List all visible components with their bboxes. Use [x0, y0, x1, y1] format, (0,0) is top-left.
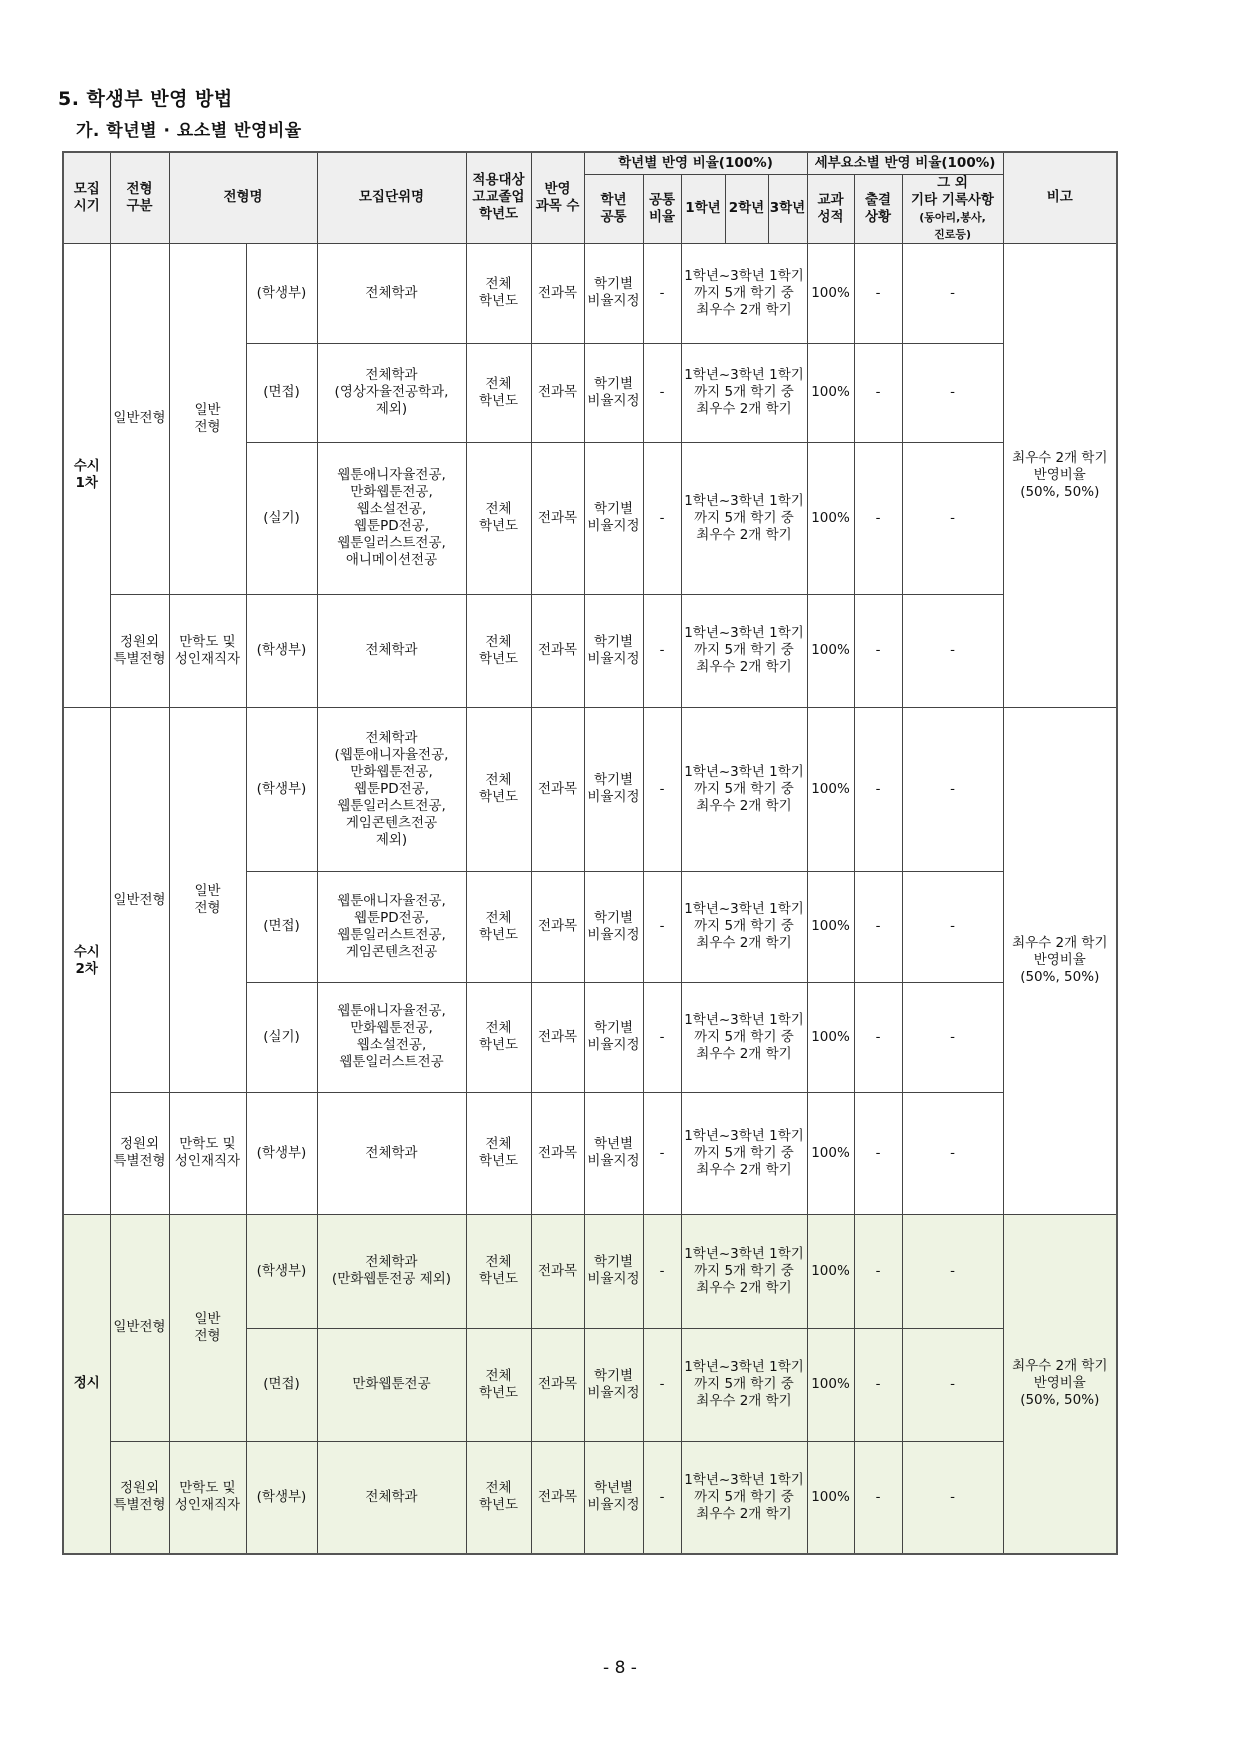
- unit-cell: 전체학과 (만화웹툰전공 제외): [317, 1214, 466, 1328]
- method-cell: (학생부): [246, 1092, 317, 1214]
- other-cell: -: [902, 343, 1003, 442]
- header-attendance: 출결 상황: [854, 174, 902, 243]
- subject-grade-cell: 100%: [807, 1214, 854, 1328]
- grade-common-cell: 학기별 비율지정: [584, 982, 643, 1092]
- unit-cell: 전체학과: [317, 1092, 466, 1214]
- common-ratio-cell: -: [643, 707, 681, 871]
- subject-grade-cell: 100%: [807, 707, 854, 871]
- subjects-cell: 전과목: [531, 707, 584, 871]
- header-year1: 1학년: [681, 174, 725, 243]
- header-unit: 모집단위명: [317, 152, 466, 243]
- target-cell: 전체 학년도: [466, 594, 531, 707]
- semester-rule-cell: 1학년~3학년 1학기 까지 5개 학기 중 최우수 2개 학기: [681, 1441, 807, 1554]
- unit-cell: 만화웹툰전공: [317, 1328, 466, 1441]
- table-row: [63, 243, 1117, 343]
- target-cell: 전체 학년도: [466, 1328, 531, 1441]
- header-note: 비고: [1003, 152, 1117, 243]
- header-type: 전형 구분: [110, 152, 169, 243]
- subject-grade-cell: 100%: [807, 1441, 854, 1554]
- other-cell: -: [902, 1441, 1003, 1554]
- method-cell: (학생부): [246, 1441, 317, 1554]
- grade-common-cell: 학기별 비율지정: [584, 594, 643, 707]
- other-cell: -: [902, 1328, 1003, 1441]
- subject-grade-cell: 100%: [807, 982, 854, 1092]
- subject-grade-cell: 100%: [807, 343, 854, 442]
- method-cell: (면접): [246, 1328, 317, 1441]
- unit-cell: 웹툰애니자율전공, 웹툰PD전공, 웹툰일러스트전공, 게임콘텐츠전공: [317, 871, 466, 982]
- subjects-cell: 전과목: [531, 442, 584, 594]
- common-ratio-cell: -: [643, 871, 681, 982]
- unit-cell: 웹툰애니자율전공, 만화웹툰전공, 웹소설전공, 웹툰일러스트전공: [317, 982, 466, 1092]
- subject-grade-cell: 100%: [807, 442, 854, 594]
- header-name: 전형명: [169, 152, 317, 243]
- common-ratio-cell: -: [643, 1092, 681, 1214]
- target-cell: 전체 학년도: [466, 1092, 531, 1214]
- semester-rule-cell: 1학년~3학년 1학기 까지 5개 학기 중 최우수 2개 학기: [681, 343, 807, 442]
- other-cell: -: [902, 982, 1003, 1092]
- target-cell: 전체 학년도: [466, 1441, 531, 1554]
- semester-rule-cell: 1학년~3학년 1학기 까지 5개 학기 중 최우수 2개 학기: [681, 594, 807, 707]
- semester-rule-cell: 1학년~3학년 1학기 까지 5개 학기 중 최우수 2개 학기: [681, 1092, 807, 1214]
- method-cell: (실기): [246, 442, 317, 594]
- common-ratio-cell: -: [643, 442, 681, 594]
- other-cell: -: [902, 1214, 1003, 1328]
- subject-grade-cell: 100%: [807, 243, 854, 343]
- name-cell: 만학도 및 성인재직자: [169, 594, 246, 707]
- header-common-ratio: 공통 비율: [643, 174, 681, 243]
- grade-common-cell: 학기별 비율지정: [584, 707, 643, 871]
- subjects-cell: 전과목: [531, 343, 584, 442]
- attendance-cell: -: [854, 343, 902, 442]
- semester-rule-cell: 1학년~3학년 1학기 까지 5개 학기 중 최우수 2개 학기: [681, 982, 807, 1092]
- attendance-cell: -: [854, 442, 902, 594]
- method-cell: (실기): [246, 982, 317, 1092]
- grade-common-cell: 학기별 비율지정: [584, 1328, 643, 1441]
- table-row: [63, 1441, 1117, 1554]
- header-other: [902, 174, 1003, 243]
- unit-cell: 전체학과 (영상자율전공학과, 제외): [317, 343, 466, 442]
- table-row: [63, 1214, 1117, 1328]
- unit-cell: 전체학과: [317, 594, 466, 707]
- subjects-cell: 전과목: [531, 871, 584, 982]
- name-cell: 일반 전형: [169, 1214, 246, 1441]
- target-cell: 전체 학년도: [466, 343, 531, 442]
- common-ratio-cell: -: [643, 243, 681, 343]
- subjects-cell: 전과목: [531, 982, 584, 1092]
- type-cell: 정원외 특별전형: [110, 594, 169, 707]
- grade-common-cell: 학기별 비율지정: [584, 871, 643, 982]
- method-cell: (학생부): [246, 707, 317, 871]
- subject-grade-cell: 100%: [807, 871, 854, 982]
- subjects-cell: 전과목: [531, 1441, 584, 1554]
- table-row: [63, 1092, 1117, 1214]
- grade-common-cell: 학기별 비율지정: [584, 243, 643, 343]
- name-cell: 만학도 및 성인재직자: [169, 1092, 246, 1214]
- attendance-cell: -: [854, 1092, 902, 1214]
- target-cell: 전체 학년도: [466, 442, 531, 594]
- semester-rule-cell: 1학년~3학년 1학기 까지 5개 학기 중 최우수 2개 학기: [681, 243, 807, 343]
- common-ratio-cell: -: [643, 343, 681, 442]
- common-ratio-cell: -: [643, 1441, 681, 1554]
- common-ratio-cell: -: [643, 1328, 681, 1441]
- common-ratio-cell: -: [643, 982, 681, 1092]
- method-cell: (학생부): [246, 594, 317, 707]
- attendance-cell: -: [854, 243, 902, 343]
- header-year3: 3학년: [768, 174, 807, 243]
- attendance-cell: -: [854, 707, 902, 871]
- grade-common-cell: 학기별 비율지정: [584, 343, 643, 442]
- header-other-note: (동아리,봉사,진로등): [919, 210, 986, 241]
- reflection-ratio-table: [62, 151, 1118, 1555]
- semester-rule-cell: 1학년~3학년 1학기 까지 5개 학기 중 최우수 2개 학기: [681, 1328, 807, 1441]
- method-cell: (학생부): [246, 243, 317, 343]
- type-cell: 일반전형: [110, 243, 169, 594]
- other-cell: -: [902, 707, 1003, 871]
- target-cell: 전체 학년도: [466, 243, 531, 343]
- note-cell: 최우수 2개 학기 반영비율 (50%, 50%): [1003, 243, 1117, 707]
- section-title: 5. 학생부 반영 방법: [58, 88, 233, 110]
- table-row: [63, 707, 1117, 871]
- header-grade-common: 학년 공통: [584, 174, 643, 243]
- note-cell: 최우수 2개 학기 반영비율 (50%, 50%): [1003, 707, 1117, 1214]
- target-cell: 전체 학년도: [466, 1214, 531, 1328]
- page-number: - 8 -: [603, 1658, 637, 1678]
- unit-cell: 전체학과: [317, 243, 466, 343]
- other-cell: -: [902, 871, 1003, 982]
- other-cell: -: [902, 243, 1003, 343]
- type-cell: 정원외 특별전형: [110, 1092, 169, 1214]
- table-row: [63, 594, 1117, 707]
- subject-grade-cell: 100%: [807, 1092, 854, 1214]
- method-cell: (면접): [246, 343, 317, 442]
- target-cell: 전체 학년도: [466, 982, 531, 1092]
- semester-rule-cell: 1학년~3학년 1학기 까지 5개 학기 중 최우수 2개 학기: [681, 1214, 807, 1328]
- type-cell: 일반전형: [110, 1214, 169, 1441]
- period-cell: 정시: [63, 1214, 110, 1554]
- unit-cell: 웹툰애니자율전공, 만화웹툰전공, 웹소설전공, 웹툰PD전공, 웹툰일러스트전공, 애니메이션전공: [317, 442, 466, 594]
- subsection-title: 가. 학년별 · 요소별 반영비율: [76, 121, 302, 141]
- common-ratio-cell: -: [643, 1214, 681, 1328]
- attendance-cell: -: [854, 1214, 902, 1328]
- header-period: 모집 시기: [63, 152, 110, 243]
- header-subjects: 반영 과목 수: [531, 152, 584, 243]
- period-cell: 수시 2차: [63, 707, 110, 1214]
- attendance-cell: -: [854, 1441, 902, 1554]
- subject-grade-cell: 100%: [807, 1328, 854, 1441]
- subjects-cell: 전과목: [531, 1092, 584, 1214]
- common-ratio-cell: -: [643, 594, 681, 707]
- unit-cell: 전체학과: [317, 1441, 466, 1554]
- semester-rule-cell: 1학년~3학년 1학기 까지 5개 학기 중 최우수 2개 학기: [681, 442, 807, 594]
- attendance-cell: -: [854, 982, 902, 1092]
- name-cell: 일반 전형: [169, 707, 246, 1092]
- name-cell: 일반 전형: [169, 243, 246, 594]
- subjects-cell: 전과목: [531, 243, 584, 343]
- header-grade-ratio: 학년별 반영 비율(100%): [584, 152, 807, 174]
- attendance-cell: -: [854, 1328, 902, 1441]
- subjects-cell: 전과목: [531, 1214, 584, 1328]
- target-cell: 전체 학년도: [466, 871, 531, 982]
- other-cell: -: [902, 594, 1003, 707]
- period-cell: 수시 1차: [63, 243, 110, 707]
- grade-common-cell: 학기별 비율지정: [584, 442, 643, 594]
- subjects-cell: 전과목: [531, 1328, 584, 1441]
- grade-common-cell: 학년별 비율지정: [584, 1092, 643, 1214]
- type-cell: 정원외 특별전형: [110, 1441, 169, 1554]
- grade-common-cell: 학기별 비율지정: [584, 1214, 643, 1328]
- header-element-ratio: 세부요소별 반영 비율(100%): [807, 152, 1003, 174]
- header-other-label: 그 외 기타 기록사항: [911, 174, 994, 208]
- attendance-cell: -: [854, 594, 902, 707]
- subjects-cell: 전과목: [531, 594, 584, 707]
- target-cell: 전체 학년도: [466, 707, 531, 871]
- name-cell: 만학도 및 성인재직자: [169, 1441, 246, 1554]
- header-year2: 2학년: [725, 174, 768, 243]
- grade-common-cell: 학년별 비율지정: [584, 1441, 643, 1554]
- method-cell: (면접): [246, 871, 317, 982]
- subject-grade-cell: 100%: [807, 594, 854, 707]
- header-subject-grade: 교과 성적: [807, 174, 854, 243]
- note-cell: 최우수 2개 학기 반영비율 (50%, 50%): [1003, 1214, 1117, 1554]
- other-cell: -: [902, 1092, 1003, 1214]
- method-cell: (학생부): [246, 1214, 317, 1328]
- other-cell: -: [902, 442, 1003, 594]
- semester-rule-cell: 1학년~3학년 1학기 까지 5개 학기 중 최우수 2개 학기: [681, 871, 807, 982]
- attendance-cell: -: [854, 871, 902, 982]
- header-target: 적용대상 고교졸업 학년도: [466, 152, 531, 243]
- unit-cell: 전체학과 (웹툰애니자율전공, 만화웹툰전공, 웹툰PD전공, 웹툰일러스트전공, 게임콘텐츠전공 제외): [317, 707, 466, 871]
- semester-rule-cell: 1학년~3학년 1학기 까지 5개 학기 중 최우수 2개 학기: [681, 707, 807, 871]
- type-cell: 일반전형: [110, 707, 169, 1092]
